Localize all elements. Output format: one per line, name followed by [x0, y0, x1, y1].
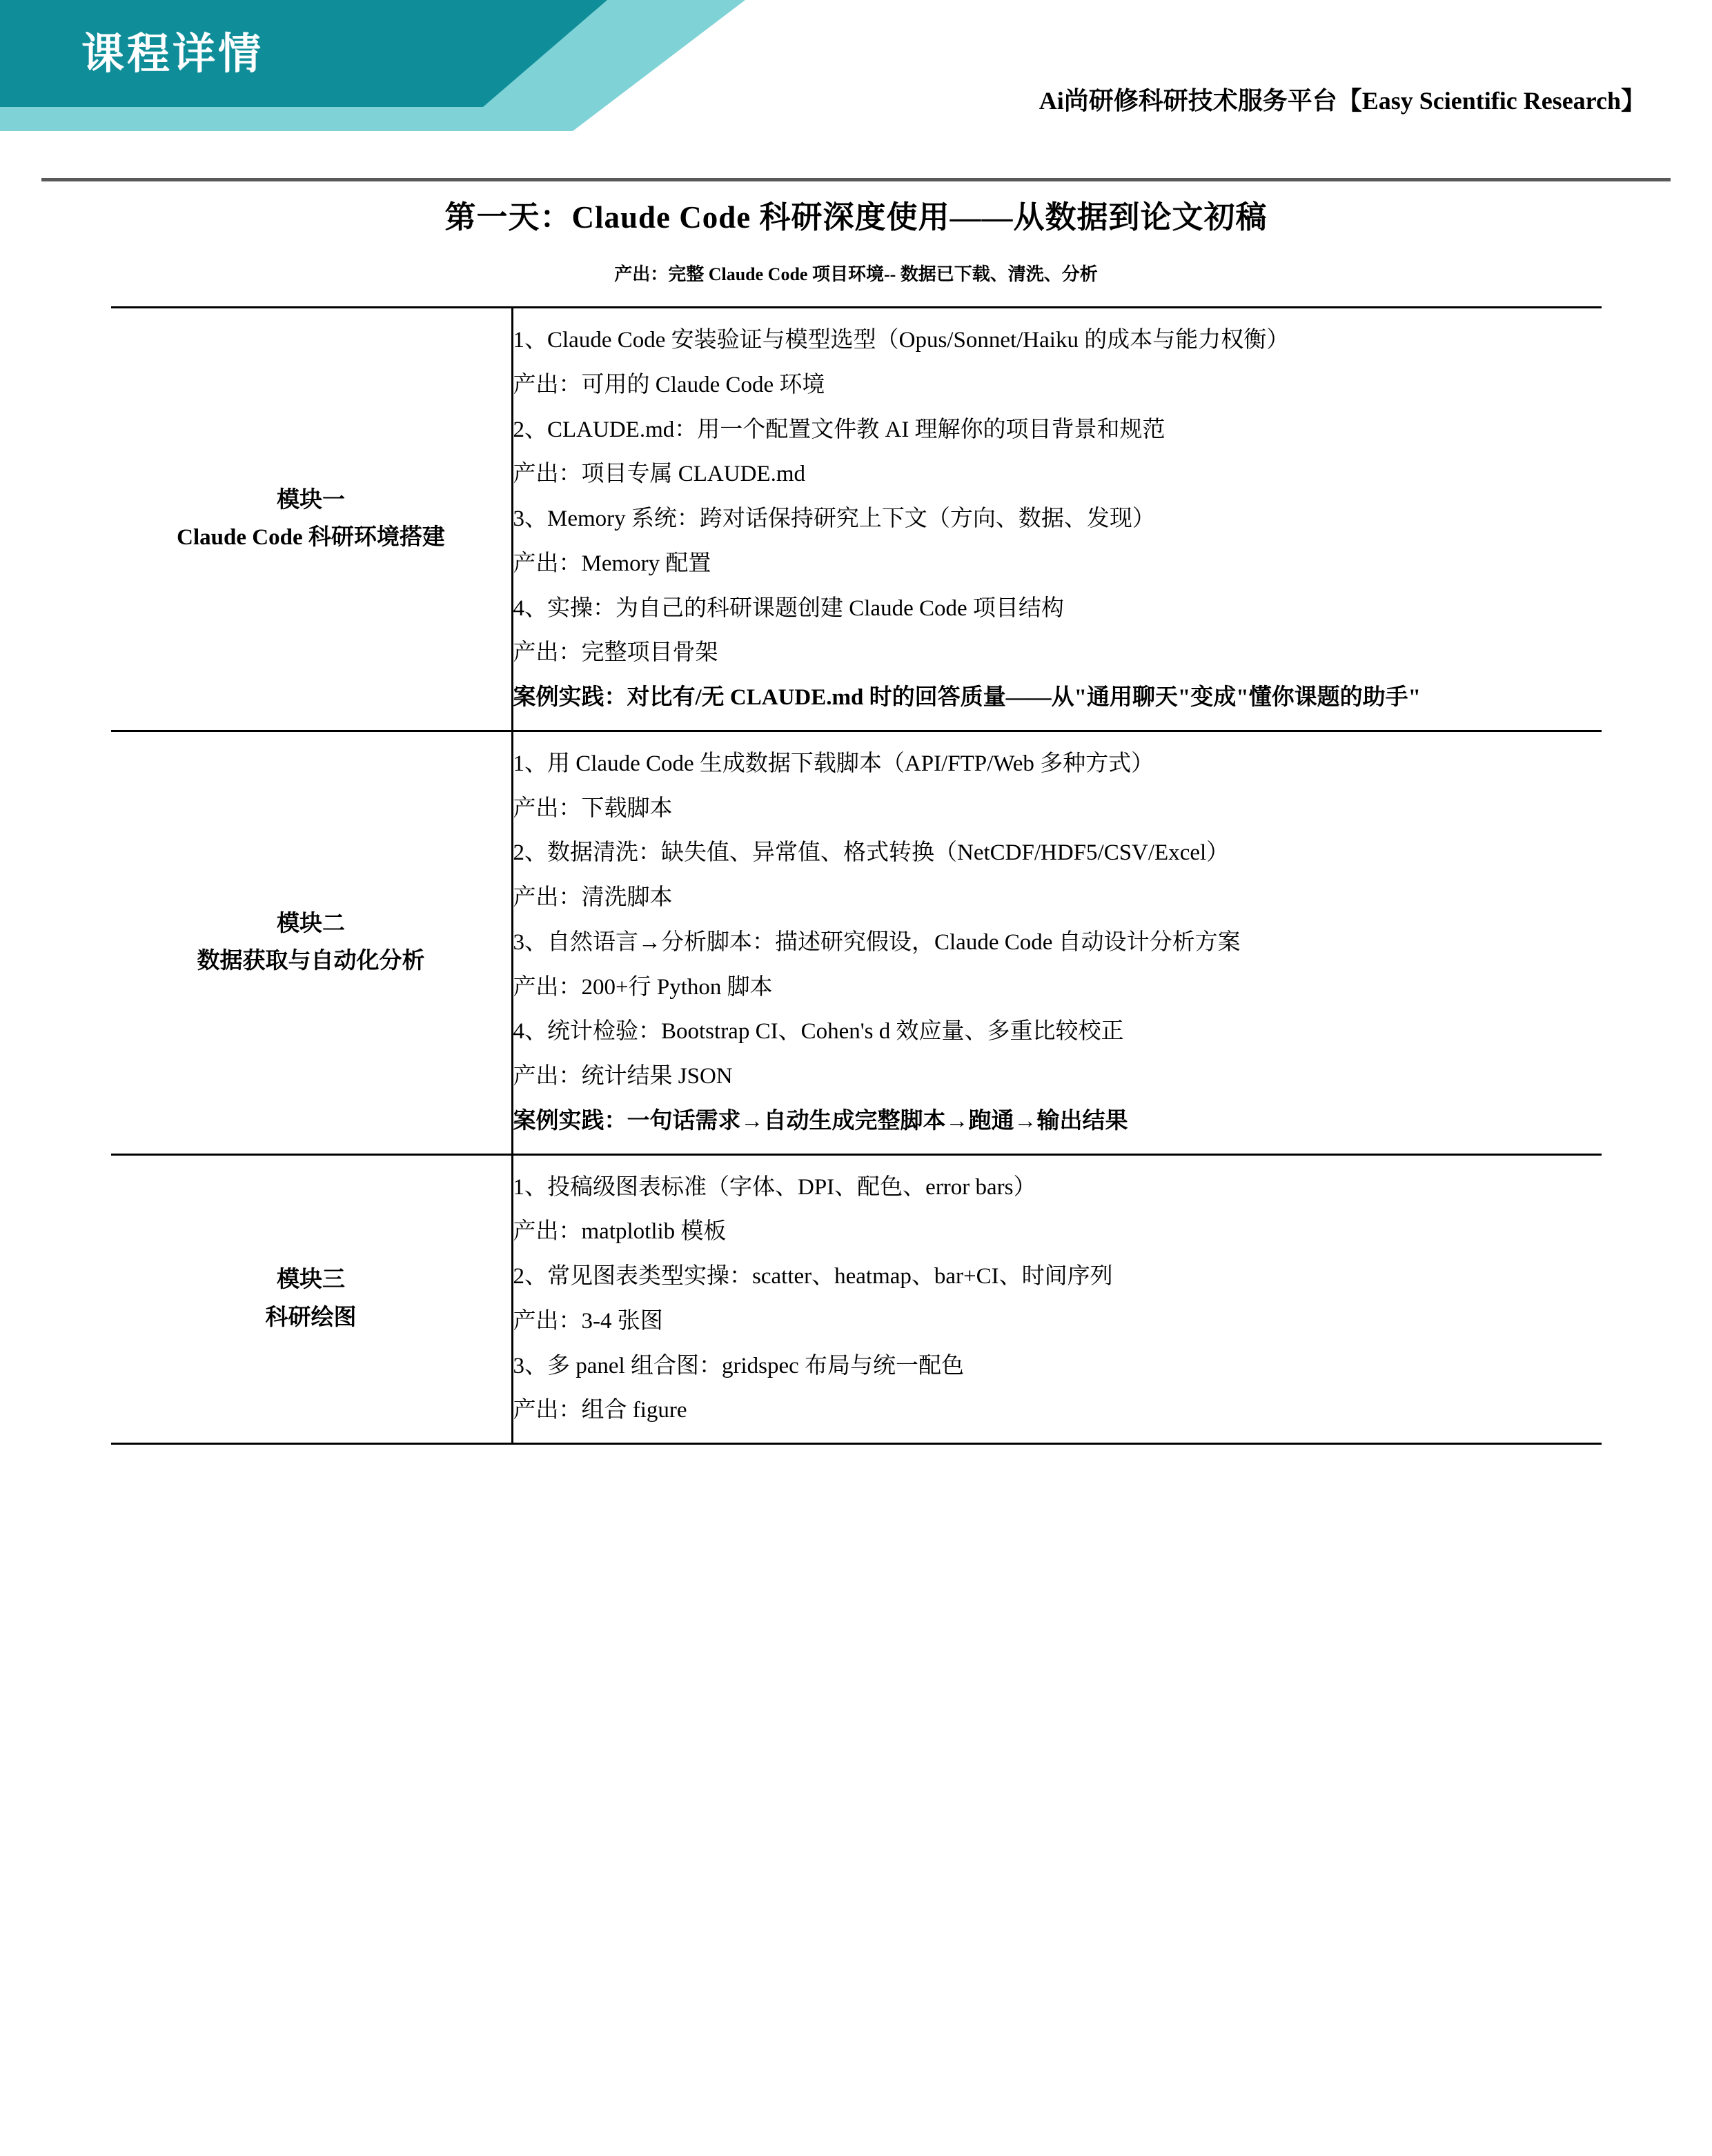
- module-subtitle: 科研绘图: [265, 1305, 357, 1330]
- module-title: 模块二: [277, 911, 345, 936]
- module-line: 产出：组合 figure: [513, 1398, 687, 1423]
- module-line: 3、自然语言→分析脚本：描述研究假设，Claude Code 自动设计分析方案: [513, 929, 1241, 955]
- table-row: [111, 731, 1602, 1154]
- module-line: 1、用 Claude Code 生成数据下载脚本（API/FTP/Web 多种方式）: [513, 751, 1154, 776]
- table-row: [111, 308, 1602, 731]
- module-line: 产出：可用的 Claude Code 环境: [513, 372, 825, 397]
- header-divider: [41, 178, 1671, 181]
- module-case-line: 案例实践：一句话需求→自动生成完整脚本→跑通→输出结果: [513, 1108, 1128, 1134]
- module-title: 模块三: [277, 1267, 345, 1293]
- module-line: 3、多 panel 组合图：gridspec 布局与统一配色: [513, 1353, 965, 1378]
- module-title: 模块一: [277, 487, 345, 513]
- module-line: 产出：3-4 张图: [513, 1308, 663, 1334]
- module-line: 产出：200+行 Python 脚本: [513, 974, 773, 1000]
- module-name-cell: [111, 731, 513, 1154]
- modules-table: [111, 306, 1602, 1445]
- banner-title: 课程详情: [81, 30, 264, 78]
- page-subtitle: 产出：完整 Claude Code 项目环境-- 数据已下载、清洗、分析: [614, 264, 1098, 284]
- module-name-cell: [111, 308, 513, 731]
- module-line: 2、CLAUDE.md：用一个配置文件教 AI 理解你的项目背景和规范: [513, 417, 1165, 442]
- module-line: 产出：项目专属 CLAUDE.md: [513, 462, 805, 487]
- module-line: 产出：清洗脚本: [513, 885, 673, 910]
- page-header: [0, 0, 1712, 131]
- module-line: 产出：matplotlib 模板: [513, 1219, 727, 1245]
- page-title: 第一天：Claude Code 科研深度使用——从数据到论文初稿: [444, 200, 1268, 235]
- module-subtitle: Claude Code 科研环境搭建: [177, 525, 445, 551]
- table-row: [111, 1154, 1602, 1444]
- module-line: 1、投稿级图表标准（字体、DPI、配色、error bars）: [513, 1174, 1036, 1200]
- module-line: 4、统计检验：Bootstrap CI、Cohen's d 效应量、多重比较校正: [513, 1019, 1124, 1045]
- module-line: 2、数据清洗：缺失值、异常值、格式转换（NetCDF/HDF5/CSV/Excel）: [513, 840, 1230, 866]
- module-case-line: 案例实践：对比有/无 CLAUDE.md 时的回答质量——从"通用聊天"变成"懂你课题的助手": [513, 685, 1421, 710]
- module-content-cell: [512, 1154, 1602, 1444]
- module-line: 2、常见图表类型实操：scatter、heatmap、bar+CI、时间序列: [513, 1264, 1113, 1289]
- module-line: 产出：下载脚本: [513, 795, 673, 821]
- module-line: 产出：Memory 配置: [513, 551, 711, 576]
- module-content-cell: [512, 308, 1602, 731]
- module-line: 产出：完整项目骨架: [513, 640, 718, 666]
- platform-name: Ai尚研修科研技术服务平台【Easy Scientific Research】: [1039, 87, 1646, 115]
- module-line: 1、Claude Code 安装验证与模型选型（Opus/Sonnet/Haiku 的成本与能力权衡）: [513, 328, 1290, 353]
- module-line: 4、实操：为自己的科研课题创建 Claude Code 项目结构: [513, 595, 1064, 621]
- module-line: 3、Memory 系统：跨对话保持研究上下文（方向、数据、发现）: [513, 506, 1155, 531]
- module-line: 产出：统计结果 JSON: [513, 1064, 733, 1089]
- module-content-cell: [512, 731, 1602, 1154]
- module-subtitle: 数据获取与自动化分析: [197, 949, 425, 974]
- module-name-cell: [111, 1154, 513, 1444]
